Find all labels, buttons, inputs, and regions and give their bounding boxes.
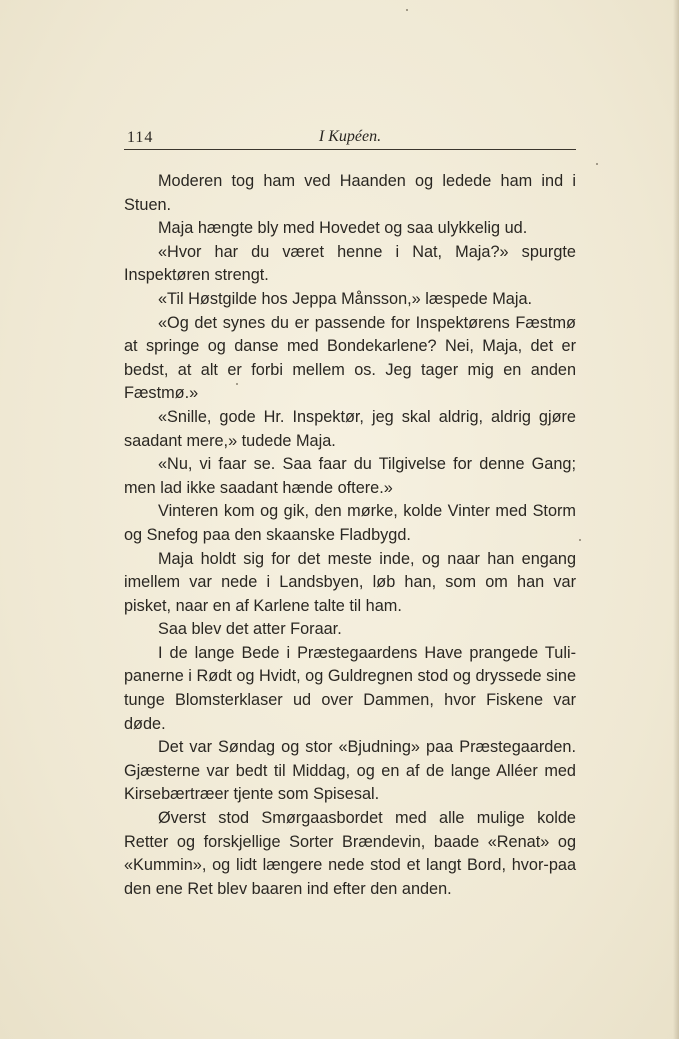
- paragraph: Maja hængte bly med Hovedet og saa ulykkelig ud.: [158, 219, 528, 238]
- paper-speck: [596, 163, 598, 165]
- paragraph: «Og det synes du er passende for Inspektørens Fæstmø at springe og danse med Bondekarlene? Nei, Maja, det er bedst, at alt er forbi mellem os. Jeg tager mig en anden Fæstmø.»: [124, 313, 576, 403]
- paragraph: «Til Høstgilde hos Jeppa Månsson,» læspede Maja.: [158, 289, 533, 308]
- paragraph: I de lange Bede i Præstegaardens Have prangede Tuli-panerne i Rødt og Hvidt, og Guldregnen stod og dryssede sine tunge Blomsterklaser ud over Dammen, hvor Fiskene var døde.: [124, 643, 576, 733]
- paragraph: «Hvor har du været henne i Nat, Maja?» spurgte Inspektøren strengt.: [124, 242, 576, 285]
- paper-speck: [236, 383, 238, 385]
- running-head: [124, 127, 576, 150]
- body-text: [124, 170, 576, 901]
- paper-speck: [579, 539, 581, 541]
- paragraph: Saa blev det atter Foraar.: [158, 620, 342, 639]
- paragraph: «Nu, vi faar se. Saa faar du Tilgivelse for denne Gang; men lad ikke saadant hænde oftere.»: [124, 455, 576, 497]
- paragraph: Vinteren kom og gik, den mørke, kolde Vinter med Storm og Snefog paa den skaanske Fladbygd.: [124, 502, 576, 544]
- paragraph: Moderen tog ham ved Haanden og ledede ham ind i Stuen.: [124, 172, 576, 214]
- page-number: 114: [127, 129, 154, 146]
- running-title: I Kupéen.: [318, 128, 382, 145]
- paragraph: «Snille, gode Hr. Inspektør, jeg skal aldrig, aldrig gjøre saadant mere,» tudede Maja.: [124, 407, 576, 450]
- paragraph: Øverst stod Smørgaasbordet med alle mulige kolde Retter og forskjellige Sorter Brændevin, baade «Renat» og «Kummin», og lidt længere nede stod et langt Bord, hvor-paa den ene Ret blev baaren ind efter den anden.: [124, 809, 576, 898]
- paragraph: Det var Søndag og stor «Bjudning» paa Præstegaarden. Gjæsterne var bedt til Middag, og en af de lange Alléer med Kirsebærtræer tjente som Spisesal.: [124, 738, 576, 804]
- paragraph: Maja holdt sig for det meste inde, og naar han engang imellem var nede i Landsbyen, løb han, som om han var pisket, naar en af Karlene talte til ham.: [124, 549, 576, 615]
- paper-speck: [406, 9, 408, 11]
- page-edge-shadow: [673, 0, 679, 1039]
